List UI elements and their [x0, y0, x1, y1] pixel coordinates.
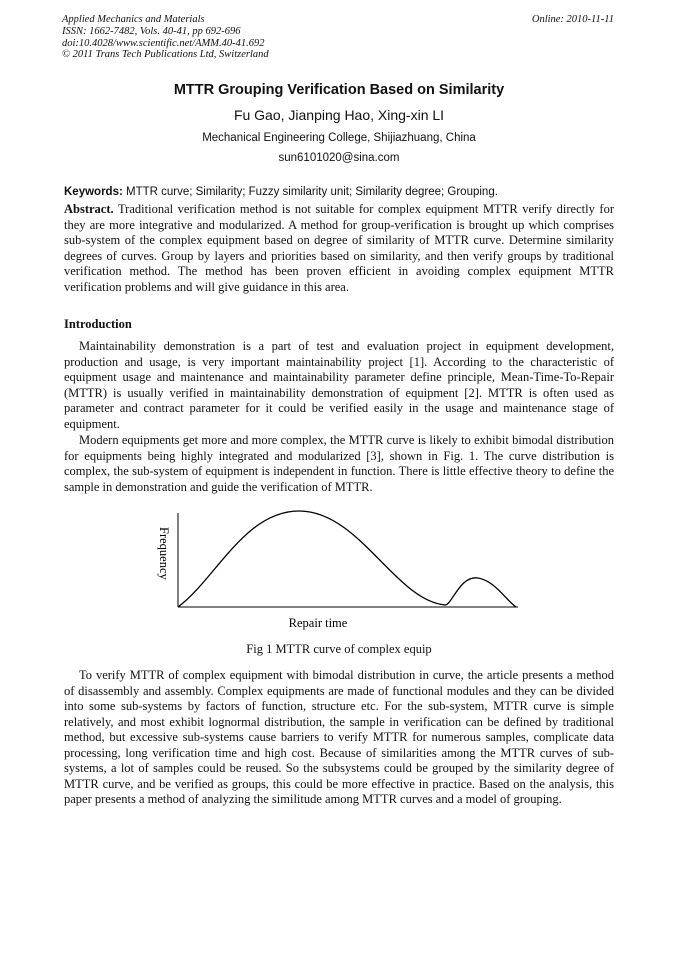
abstract-text: Traditional verification method is not suitable for complex equipment MTTR verify directly for they are more integrative and modularized. A method for group-verification is brought up which comprises sub-system of the complex equipment based on degree of similarity of MTTR curve. Determine similarity degrees of curves. Group by layers and priorities based on similarity, and then verify groups by traditional verification method. The method has been proven efficient in avoiding complex equipment MTTR verification problems and will give guidance in this area. [64, 202, 614, 294]
keywords [64, 186, 614, 198]
affiliation: Mechanical Engineering College, Shijiazhuang, China [202, 132, 476, 144]
figure-mttr-curve [150, 505, 530, 635]
copyright-line: © 2011 Trans Tech Publications Ltd, Switzerland [62, 49, 269, 61]
section-heading-introduction: Introduction [64, 317, 132, 331]
intro-paragraph-2: Modern equipments get more and more complex, the MTTR curve is likely to exhibit bimodal distribution for equipments being highly integrated and modularized [3], shown in Fig. 1. The curve distribution is complex, the sub-system of equipment is independent in function. There is little effective theory to define the sample in demonstration and guide the verification of MTTR. [64, 433, 614, 494]
journal-header [62, 14, 269, 61]
keywords-label: Keywords: [64, 186, 123, 198]
mttr-curve-plot [150, 505, 530, 635]
abstract [64, 202, 614, 295]
author-email: sun6101020@sina.com [278, 152, 400, 164]
online-date: Online: 2010-11-11 [531, 14, 614, 25]
mttr-curve [178, 511, 516, 607]
abstract-label: Abstract. [64, 202, 114, 216]
issn-line: ISSN: 1662-7482, Vols. 40-41, pp 692-696 [62, 25, 241, 37]
doi-line: doi:10.4028/www.scientific.net/AMM.40-41.692 [62, 37, 265, 49]
intro-paragraph-1: Maintainability demonstration is a part of test and evaluation project in equipment development, production and usage, is very important maintainability project [1]. According to the characteristic of equipment usage and maintenance and maintainability parameter define principle, Mean-Time-To-Repair (MTTR) is usually verified in maintainability demonstration of equipment [2]. MTTR is often used as parameter and contract parameter for it could be verified easily in the usage and maintenance stage of equipment. [64, 339, 614, 431]
x-axis-label: Repair time [288, 616, 348, 630]
figure-caption: Fig 1 MTTR curve of complex equip [246, 642, 432, 656]
authors: Fu Gao, Jianping Hao, Xing-xin LI [233, 107, 445, 123]
y-axis-label: Frequency [157, 527, 171, 580]
intro-paragraph-3: To verify MTTR of complex equipment with bimodal distribution in curve, the article presents a method of disassembly and assembly. Complex equipments are made of functional modules and they can be divided into some sub-systems by factors of function, structure etc. For the sub-system, MTTR curve is simple relatively, and most exhibit lognormal distribution, the sample in verification can be defined by traditional method, but excessive sub-systems cause barriers to verify MTTR for numerous samples, complicate data processing, long verification time and high cost. Because of similarities among the MTTR curves of sub-systems, a lot of samples could be reused. So the subsystems could be grouped by the similarity degree of MTTR curve, and be verified as groups, this could be more effective in practice. Based on the analysis, this paper presents a method of analyzing the similitude among MTTR curves and a model of grouping. [64, 668, 614, 806]
paper-title: MTTR Grouping Verification Based on Similarity [173, 82, 505, 98]
journal-name: Applied Mechanics and Materials [62, 14, 205, 25]
keywords-text: MTTR curve; Similarity; Fuzzy similarity unit; Similarity degree; Grouping. [122, 186, 498, 198]
